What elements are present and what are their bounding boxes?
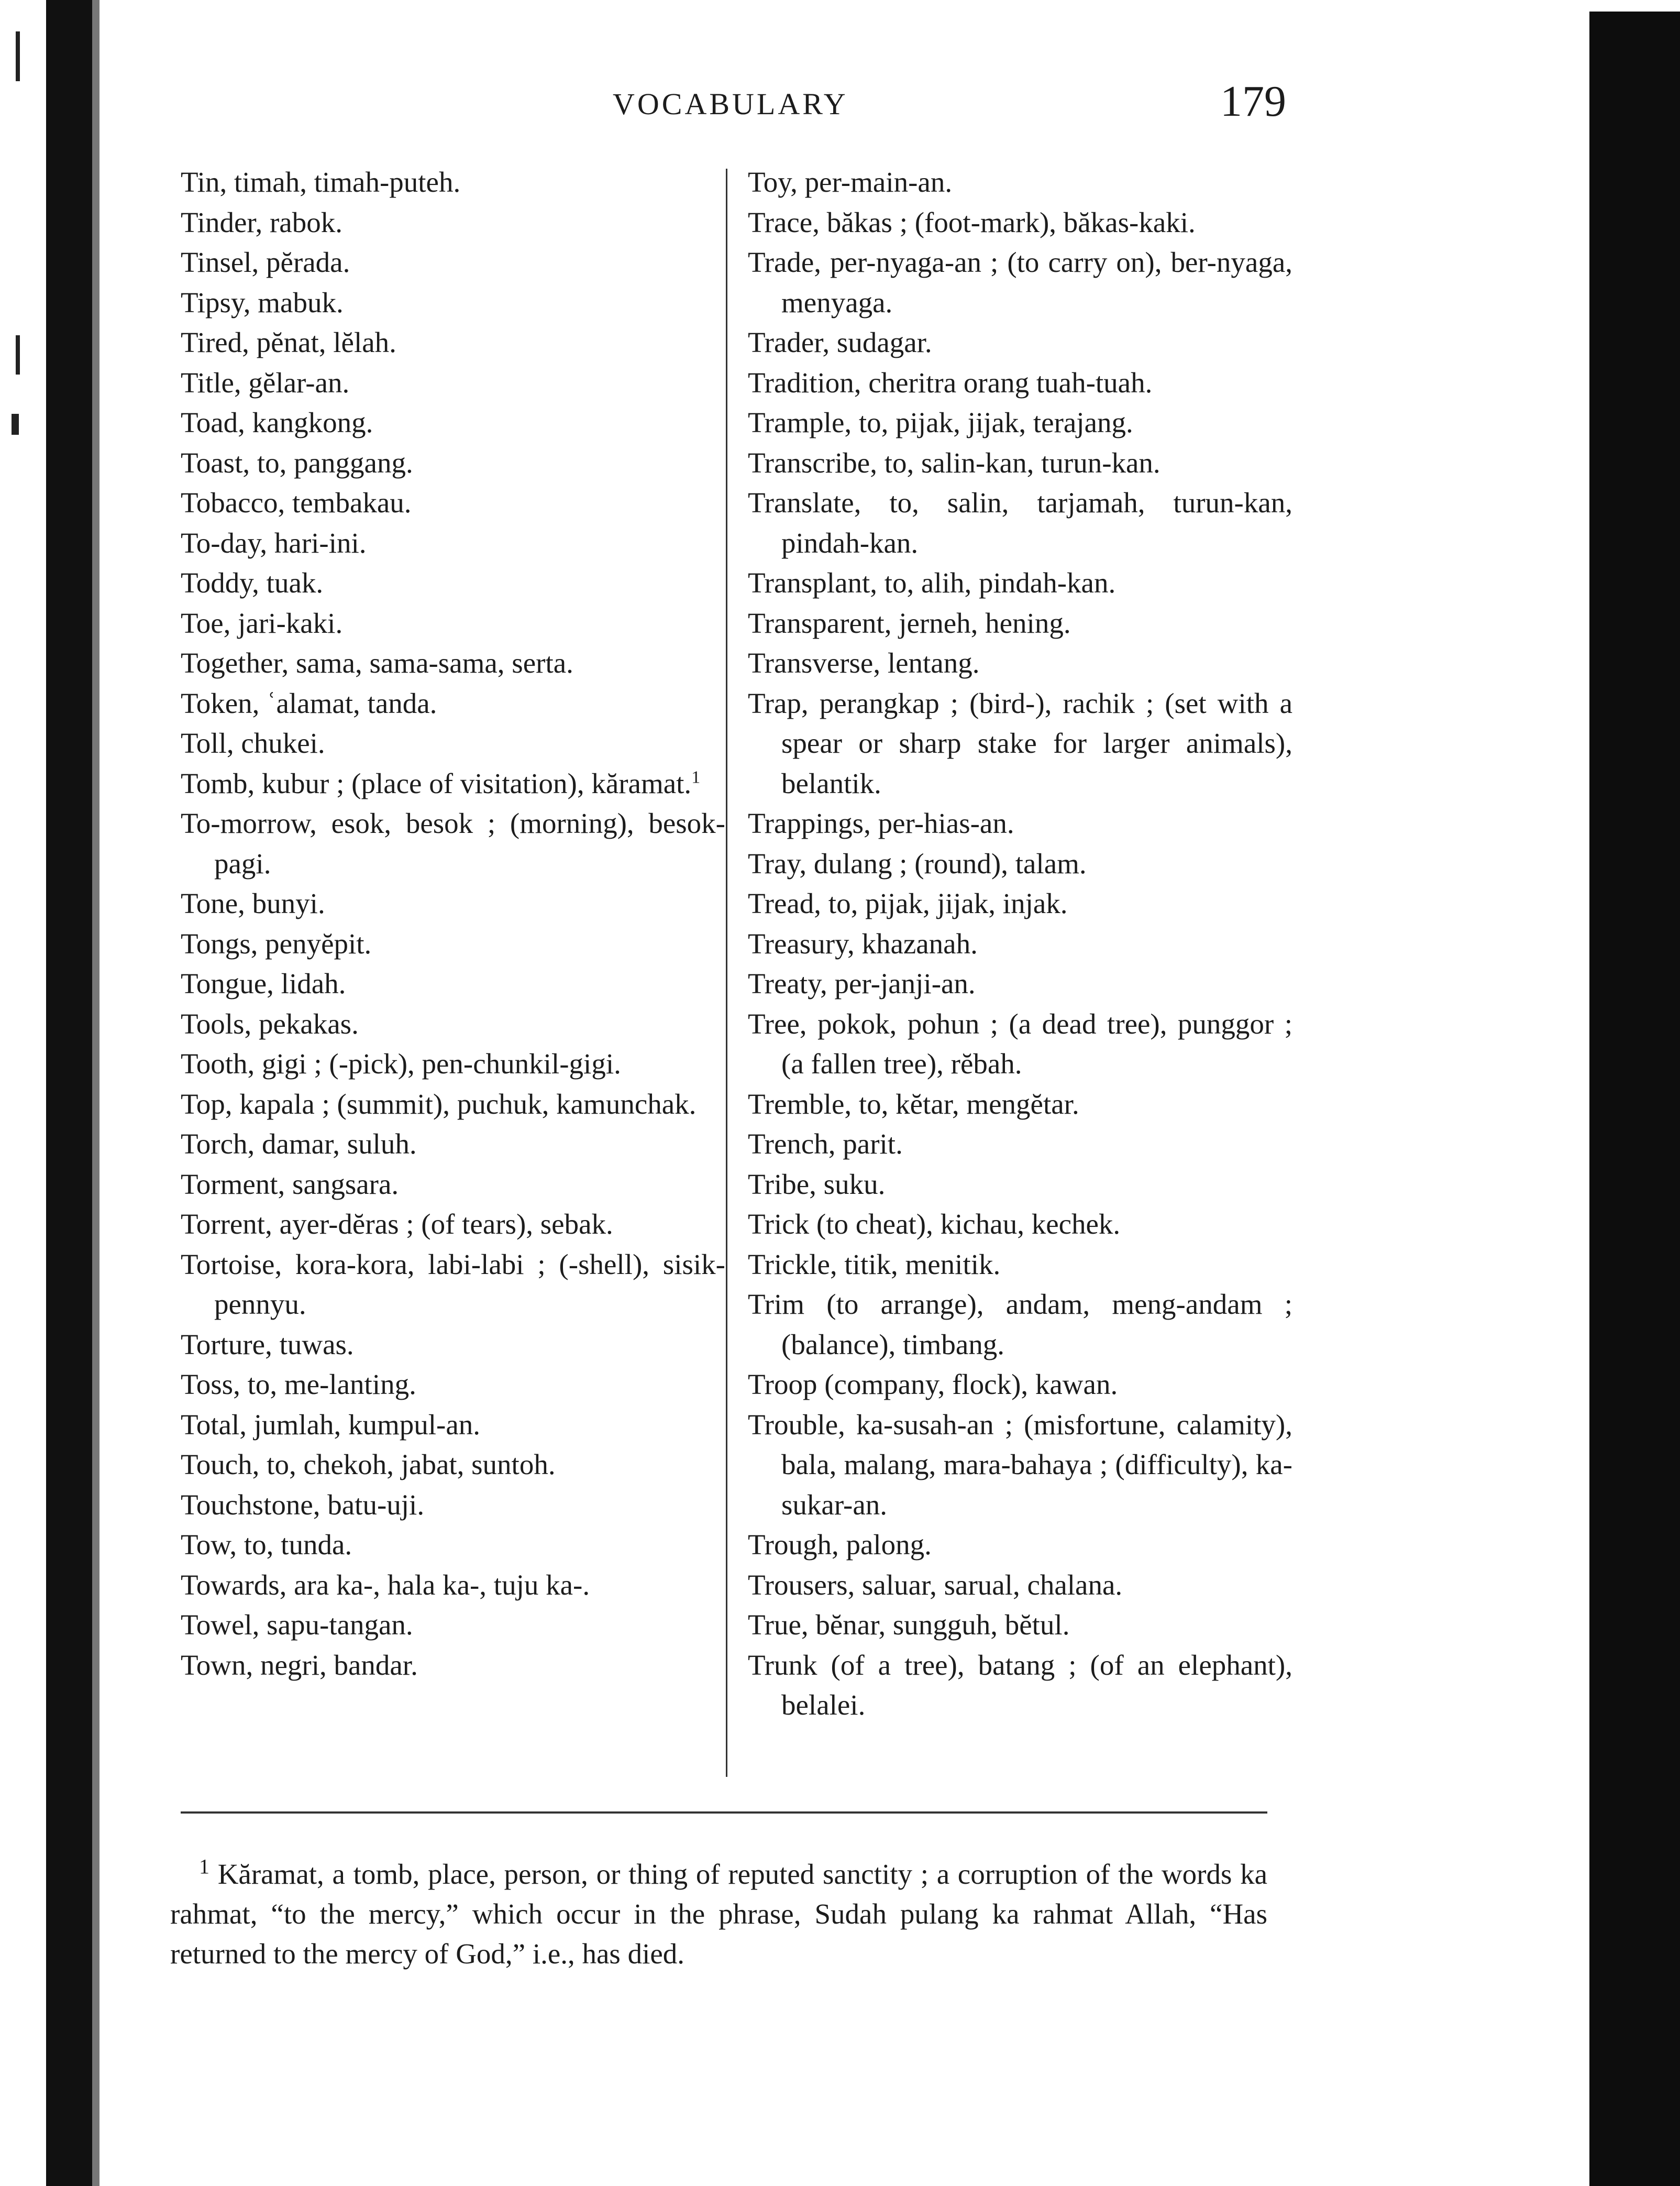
entry: Tobacco, tembakau. [181, 487, 412, 519]
scan-edge-left-fade [92, 0, 100, 2186]
entry: Troop (company, flock), kawan. [748, 1368, 1118, 1400]
entry: Treaty, per-janji-an. [748, 968, 976, 999]
entry: Toss, to, me-lanting. [181, 1368, 416, 1400]
entry: Toe, jari-kaki. [181, 607, 343, 639]
scan-mark [16, 335, 20, 375]
scan-edge-right [1589, 12, 1680, 2186]
entry: Trappings, per-hias-an. [748, 807, 1014, 839]
entry: Trickle, titik, menitik. [748, 1248, 1001, 1280]
entry: Touchstone, batu-uji. [181, 1488, 425, 1521]
entry: Tongue, lidah. [181, 968, 346, 999]
entry: Trough, palong. [748, 1529, 932, 1561]
entry: Trim (to arrange), andam, meng-andam ; (balance), timbang. [748, 1288, 1292, 1360]
scan-mark [16, 31, 20, 81]
entry: Toast, to, panggang. [181, 446, 413, 479]
entry: Transplant, to, alih, pindah-kan. [748, 567, 1116, 599]
entry: Trick (to cheat), kichau, kechek. [748, 1208, 1121, 1240]
entry: Tone, bunyi. [181, 887, 325, 919]
column-divider [726, 169, 727, 1777]
entry: Total, jumlah, kumpul-an. [181, 1408, 481, 1441]
entry: Together, sama, sama-sama, serta. [181, 647, 573, 679]
entry: Treasury, khazanah. [748, 927, 978, 960]
entry: Tow, to, tunda. [181, 1529, 352, 1561]
entry: Tooth, gigi ; (-pick), pen-chunkil-gigi. [181, 1048, 621, 1080]
entry: To-morrow, esok, besok ; (morning), besok-pagi. [181, 807, 725, 880]
entry: Torment, sangsara. [181, 1168, 399, 1200]
entry: Trample, to, pijak, jijak, terajang. [748, 407, 1133, 438]
entry: Tin, timah, timah-puteh. [181, 166, 461, 198]
entry: Touch, to, chekoh, jabat, suntoh. [181, 1448, 556, 1480]
entry: Trace, băkas ; (foot-mark), băkas-kaki. [748, 206, 1196, 238]
entry: Tree, pokok, pohun ; (a dead tree), punggor ; (a fallen tree), rĕbah. [748, 1007, 1292, 1080]
entry: Trouble, ka-susah-an ; (misfortune, calamity), bala, malang, mara-bahaya ; (difficulty), ka-sukar-an. [748, 1408, 1292, 1521]
entry: Toddy, tuak. [181, 567, 324, 599]
entry: Tipsy, mabuk. [181, 286, 344, 318]
entry: Tired, pĕnat, lĕlah. [181, 326, 396, 358]
entry-text: Tomb, kubur ; (place of visitation), kăramat. [181, 767, 692, 799]
entry: Trade, per-nyaga-an ; (to carry on), ber-nyaga, menyaga. [748, 246, 1292, 318]
entry: Tribe, suku. [748, 1168, 886, 1200]
running-head: VOCABULARY [613, 87, 848, 121]
entry: Tread, to, pijak, jijak, injak. [748, 887, 1068, 919]
entry: Trench, parit. [748, 1128, 903, 1160]
entry: Trader, sudagar. [748, 326, 932, 358]
entry: Transparent, jerneh, hening. [748, 607, 1071, 639]
entry: Torture, tuwas. [181, 1328, 354, 1360]
entry: Tools, pekakas. [181, 1007, 359, 1040]
entry: Tremble, to, kĕtar, mengĕtar. [748, 1087, 1079, 1120]
entry: Torch, damar, suluh. [181, 1128, 417, 1160]
entry: Torrent, ayer-dĕras ; (of tears), sebak. [181, 1208, 613, 1240]
entry: Toy, per-main-an. [748, 166, 953, 198]
entry-with-footnote [181, 764, 725, 804]
entry: Tray, dulang ; (round), talam. [748, 847, 1087, 880]
entry: Town, negri, bandar. [181, 1649, 418, 1681]
entry: Translate, to, salin, tarjamah, turun-kan, pindah-kan. [748, 487, 1292, 559]
entry: To-day, hari-ini. [181, 526, 367, 559]
entry: Top, kapala ; (summit), puchuk, kamunchak. [181, 1087, 697, 1120]
footnote-marker[interactable]: 1 [691, 767, 701, 787]
entry: Toad, kangkong. [181, 407, 373, 438]
entry: Tortoise, kora-kora, labi-labi ; (-shell), sisik-pennyu. [181, 1248, 725, 1320]
entry: Transcribe, to, salin-kan, turun-kan. [748, 446, 1160, 479]
vocabulary-column-right [748, 162, 1292, 1726]
entry: Token, ʿalamat, tanda. [181, 687, 437, 719]
entry: Trousers, saluar, sarual, chalana. [748, 1568, 1123, 1601]
footnote-text: Kăramat, a tomb, place, person, or thing of reputed sanctity ; a corruption of the words ka rahmat, “to the mercy,” which occur in the phrase, Sudah pulang ka rahmat Allah, “Has returned to the mercy of God,” i.e., has died. [170, 1858, 1268, 1970]
entry: Tinsel, pĕrada. [181, 246, 350, 278]
footnote [170, 1854, 1267, 1974]
entry: Trap, perangkap ; (bird-), rachik ; (set with a spear or sharp stake for larger animals), belantik. [748, 687, 1292, 799]
page-header [0, 76, 1680, 134]
footnote-rule [181, 1811, 1267, 1814]
entry: Towards, ara ka-, hala ka-, tuju ka-. [181, 1568, 590, 1601]
entry: Title, gĕlar-an. [181, 366, 350, 399]
entry: Trunk (of a tree), batang ; (of an elephant), belalei. [748, 1649, 1292, 1721]
scan-edge-left [46, 0, 92, 2186]
footnote-number: 1 [199, 1854, 209, 1879]
entry: Transverse, lentang. [748, 647, 980, 679]
scan-mark [12, 414, 19, 435]
entry: Tradition, cheritra orang tuah-tuah. [748, 366, 1153, 399]
entry: Toll, chukei. [181, 727, 325, 759]
page-number: 179 [1220, 77, 1286, 126]
entry: True, bĕnar, sungguh, bĕtul. [748, 1609, 1070, 1641]
entry: Towel, sapu-tangan. [181, 1609, 413, 1641]
entry: Tinder, rabok. [181, 206, 342, 238]
vocabulary-column-left [181, 162, 725, 1685]
entry: Tongs, penyĕpit. [181, 927, 372, 960]
